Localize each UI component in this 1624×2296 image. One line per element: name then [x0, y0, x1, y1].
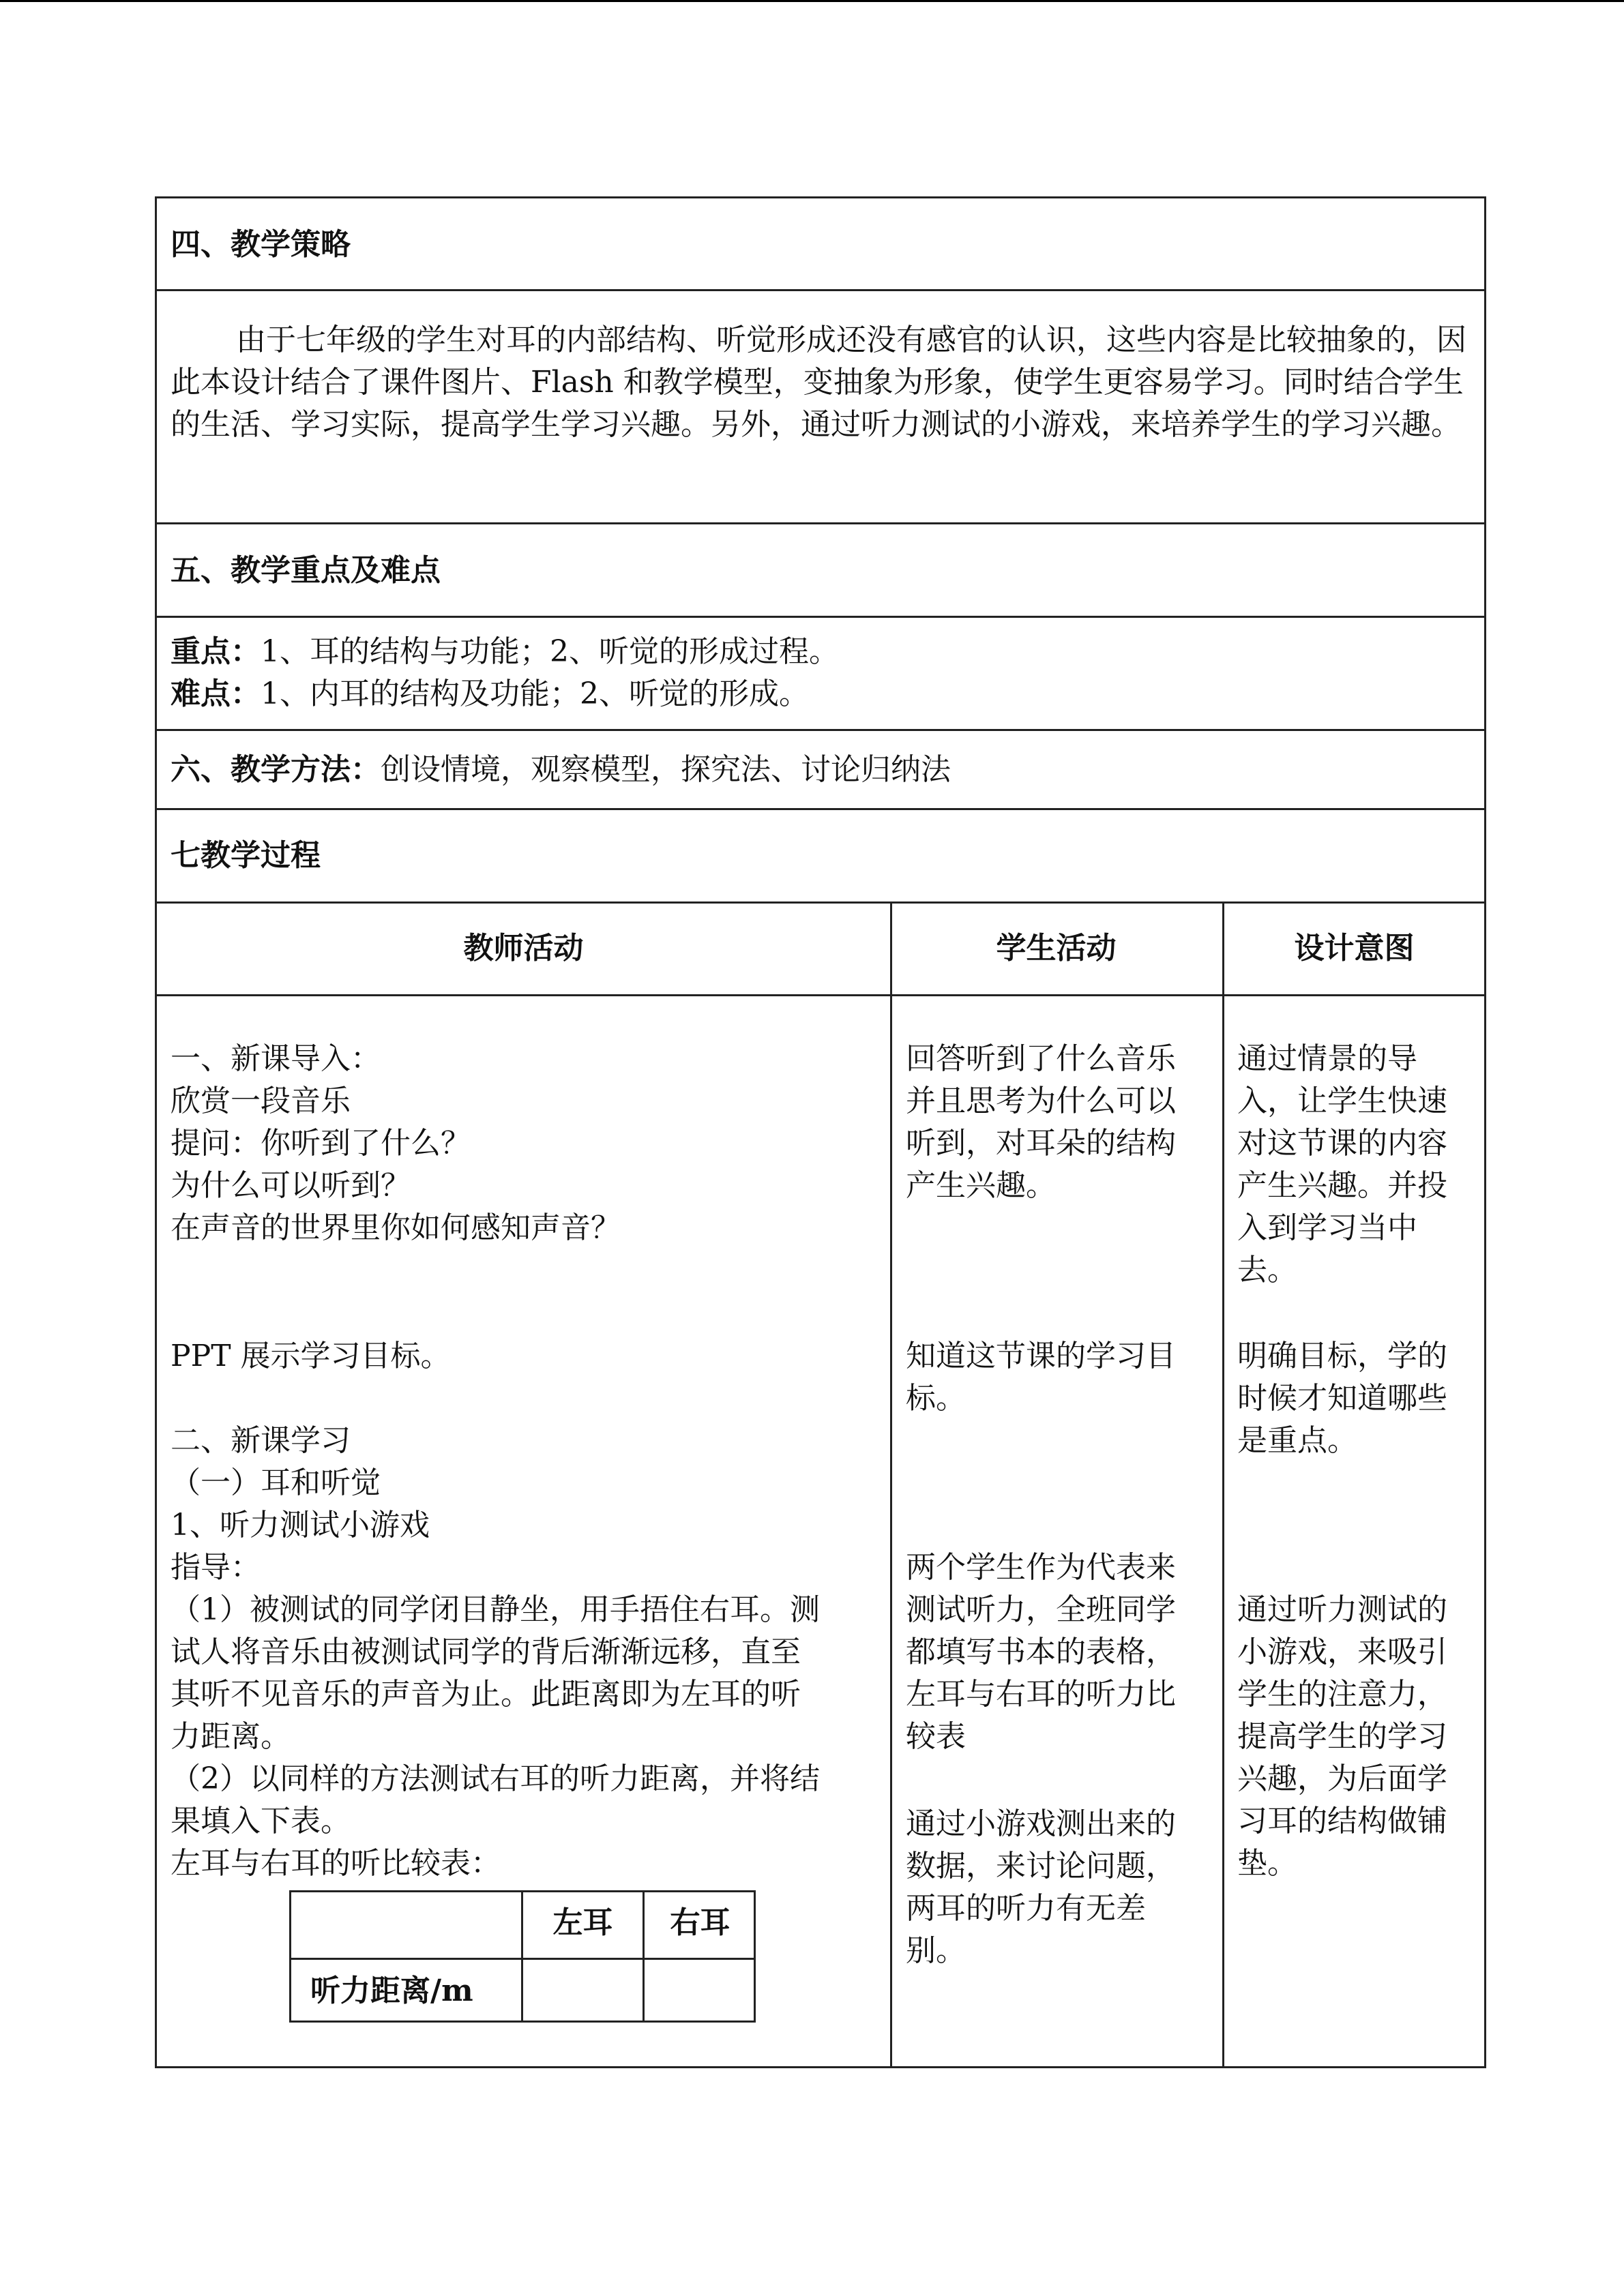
- design-line: 提高学生的学习: [1237, 1719, 1447, 1754]
- difficulty-line: [171, 673, 809, 715]
- teacher-line: 1、听力测试小游戏: [171, 1508, 430, 1542]
- student-line: 通过小游戏测出来的: [906, 1806, 1176, 1841]
- student-line: 回答听到了什么音乐: [906, 1041, 1176, 1076]
- student-block-discussion: [906, 1803, 1176, 1972]
- teacher-line: 欣赏一段音乐: [171, 1084, 351, 1118]
- teacher-line: 在声音的世界里你如何感知声音？: [171, 1210, 621, 1245]
- student-line: 测试听力，全班同学: [906, 1592, 1176, 1627]
- design-line: 通过情景的导: [1237, 1041, 1417, 1076]
- student-line: 都填写书本的表格，: [906, 1635, 1176, 1669]
- teacher-line: 力距离。: [171, 1719, 291, 1754]
- student-line: 标。: [906, 1381, 966, 1416]
- student-line: 听到，对耳朵的结构: [906, 1126, 1176, 1161]
- header-design-intent: 设计意图: [1294, 931, 1415, 966]
- student-line: 较表: [906, 1719, 966, 1754]
- student-block-test: [906, 1547, 1176, 1758]
- section-title-key-points: 五、教学重点及难点: [171, 553, 441, 588]
- header-teacher-activity: 教师活动: [463, 931, 584, 966]
- teacher-block-intro: [171, 1038, 621, 1249]
- key-point-label: 重点：: [171, 634, 261, 669]
- row-divider: [157, 616, 1484, 618]
- design-line: 去。: [1237, 1253, 1297, 1287]
- section-title-strategy: 四、教学策略: [171, 227, 351, 262]
- teacher-line: 试人将音乐由被测试同学的背后渐渐远移，直至: [171, 1635, 801, 1669]
- design-line: 时候才知道哪些: [1237, 1381, 1447, 1416]
- hearing-row-distance: 听力距离/m: [310, 1973, 473, 2008]
- student-line: 左耳与右耳的听力比: [906, 1677, 1176, 1712]
- design-line: 入到学习当中: [1237, 1210, 1417, 1245]
- design-line: 兴趣，为后面学: [1237, 1761, 1447, 1796]
- design-block-test: [1237, 1589, 1447, 1885]
- column-divider: [890, 901, 892, 2068]
- row-divider: [157, 522, 1484, 524]
- design-line: 小游戏，来吸引: [1237, 1635, 1447, 1669]
- difficulty-text: 1、内耳的结构及功能；2、听觉的形成。: [261, 676, 809, 711]
- teacher-block-objectives: [171, 1335, 451, 1377]
- design-line: 明确目标，学的: [1237, 1339, 1447, 1373]
- column-divider: [1222, 901, 1224, 2068]
- design-line: 入，让学生快速: [1237, 1084, 1447, 1118]
- teacher-line: （1）被测试的同学闭目静坐，用手捂住右耳。测: [171, 1592, 820, 1627]
- header-student-activity: 学生活动: [996, 931, 1117, 966]
- student-line: 数据，来讨论问题，: [906, 1849, 1176, 1883]
- student-line: 并且思考为什么可以: [906, 1084, 1176, 1118]
- student-line: 别。: [906, 1933, 966, 1968]
- teacher-line: 指导：: [171, 1550, 261, 1585]
- design-block-intro: [1237, 1038, 1447, 1292]
- teaching-methods-text: 创设情境，观察模型，探究法、讨论归纳法: [381, 752, 951, 787]
- key-point-line: [171, 631, 839, 673]
- student-line: 知道这节课的学习目: [906, 1339, 1176, 1373]
- strategy-paragraph: 由于七年级的学生对耳的内部结构、听觉形成还没有感官的认识，这些内容是比较抽象的，因此本设计结合了课件图片、Flash 和教学模型，变抽象为形象，使学生更容易学习。同时结合学生的生活、学习实际，提高学生学习兴趣。另外，通过听力测试的小游戏，来培养学生的学习兴趣。: [171, 323, 1466, 442]
- teacher-line: （一）耳和听觉: [171, 1465, 381, 1500]
- teaching-methods-line: [171, 749, 951, 791]
- row-divider: [157, 994, 1484, 996]
- student-block-objectives: [906, 1335, 1176, 1420]
- design-block-objectives: [1237, 1335, 1447, 1462]
- teaching-methods-label: 六、教学方法：: [171, 752, 381, 787]
- key-point-text: 1、耳的结构与功能；2、听觉的形成过程。: [261, 634, 839, 669]
- student-block-intro: [906, 1038, 1176, 1207]
- student-line: 产生兴趣。: [906, 1168, 1056, 1203]
- teacher-line: 提问：你听到了什么？: [171, 1126, 471, 1161]
- design-line: 产生兴趣。并投: [1237, 1168, 1447, 1203]
- design-line: 垫。: [1237, 1846, 1297, 1881]
- row-divider: [157, 901, 1484, 904]
- page-top-rule: [0, 0, 1624, 2]
- teacher-line: 左耳与右耳的听比较表：: [171, 1846, 501, 1881]
- teacher-line: 一、新课导入：: [171, 1041, 381, 1076]
- section-title-process: 七教学过程: [171, 838, 321, 873]
- teacher-line: 为什么可以听到？: [171, 1168, 411, 1203]
- row-divider: [157, 729, 1484, 731]
- student-line: 两个学生作为代表来: [906, 1550, 1176, 1585]
- student-line: 两耳的听力有无差: [906, 1891, 1146, 1926]
- teacher-line: PPT 展示学习目标。: [171, 1339, 451, 1373]
- design-line: 通过听力测试的: [1237, 1592, 1447, 1627]
- hearing-comparison-table: [289, 1890, 756, 2023]
- design-line: 学生的注意力，: [1237, 1677, 1447, 1712]
- design-line: 对这节课的内容: [1237, 1126, 1447, 1161]
- difficulty-label: 难点：: [171, 676, 261, 711]
- hearing-col-right-ear: 右耳: [670, 1905, 730, 1940]
- design-line: 是重点。: [1237, 1423, 1357, 1458]
- teacher-line: 果填入下表。: [171, 1804, 351, 1838]
- hearing-col-left-ear: 左耳: [552, 1905, 613, 1940]
- inner-row-divider: [291, 1958, 754, 1960]
- row-divider: [157, 808, 1484, 810]
- design-line: 习耳的结构做铺: [1237, 1804, 1447, 1838]
- teacher-line: 其听不见音乐的声音为止。此距离即为左耳的听: [171, 1677, 801, 1712]
- teacher-block-new-lesson: [171, 1420, 820, 1885]
- teacher-line: （2）以同样的方法测试右耳的听力距离，并将结: [171, 1761, 820, 1796]
- row-divider: [157, 289, 1484, 291]
- teacher-line: 二、新课学习: [171, 1423, 351, 1458]
